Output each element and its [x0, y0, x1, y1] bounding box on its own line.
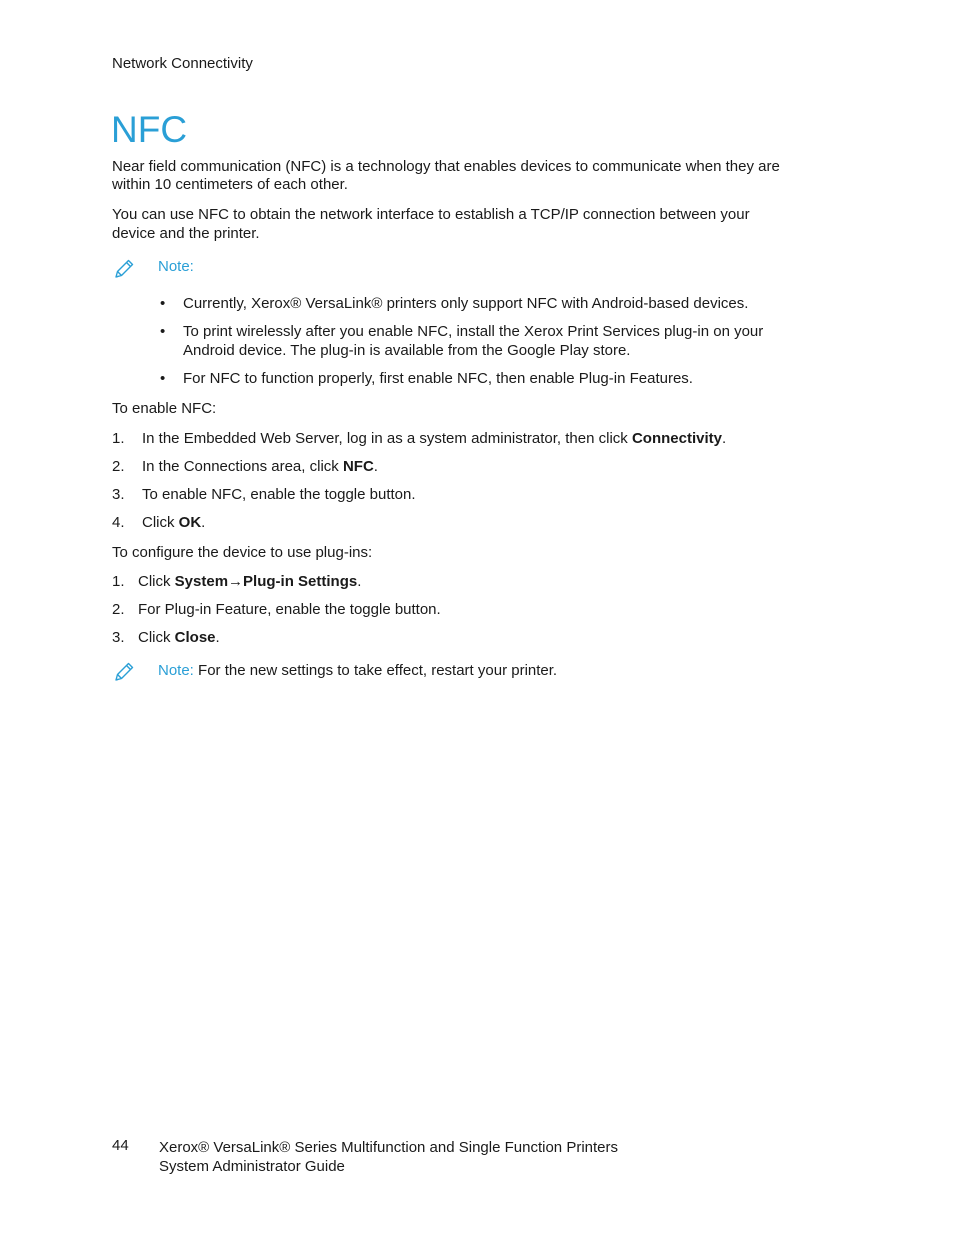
configure-plugins-intro: To configure the device to use plug-ins: [112, 544, 373, 561]
step-number: 3. [112, 486, 125, 503]
note-label: Note: [158, 662, 194, 679]
note-label: Note: [158, 258, 194, 275]
step-number: 1. [112, 430, 125, 447]
footer-product-line: Xerox® VersaLink® Series Multifunction and Single Function Printers [159, 1139, 618, 1156]
intro-paragraph-1-line-1: Near field communication (NFC) is a technology that enables devices to communicate when they are [112, 158, 780, 175]
intro-paragraph-1-line-2: within 10 centimeters of each other. [112, 176, 348, 193]
plugin-step-2: For Plug-in Feature, enable the toggle button. [138, 601, 441, 618]
pencil-icon [112, 257, 136, 281]
note-bullet-2-line-1: To print wirelessly after you enable NFC, install the Xerox Print Services plug-in on your [183, 323, 764, 340]
page-title: NFC [111, 109, 188, 150]
note-bullet-1: Currently, Xerox® VersaLink® printers only support NFC with Android-based devices. [183, 295, 749, 312]
pencil-icon [112, 660, 136, 684]
footer-guide-title: System Administrator Guide [159, 1158, 345, 1175]
page-number: 44 [112, 1137, 129, 1154]
note-bullet-2-line-2: Android device. The plug-in is available from the Google Play store. [183, 342, 631, 359]
running-header: Network Connectivity [112, 55, 253, 72]
enable-step-1: In the Embedded Web Server, log in as a system administrator, then click Connectivity. [142, 430, 727, 447]
step-number: 4. [112, 514, 125, 531]
final-note [158, 661, 557, 680]
enable-step-4: Click OK. [142, 514, 206, 531]
step-number: 3. [112, 629, 125, 646]
step-number: 2. [112, 458, 125, 475]
enable-nfc-intro: To enable NFC: [112, 400, 217, 417]
step-number: 1. [112, 573, 125, 590]
bullet-marker: • [160, 295, 166, 312]
step-number: 2. [112, 601, 125, 618]
plugin-step-3: Click Close. [138, 629, 220, 646]
note-text: For the new settings to take effect, restart your printer. [193, 662, 558, 679]
intro-paragraph-2-line-2: device and the printer. [112, 225, 260, 242]
bullet-marker: • [160, 370, 166, 387]
enable-step-3: To enable NFC, enable the toggle button. [142, 486, 416, 503]
note-bullet-3: For NFC to function properly, first enable NFC, then enable Plug-in Features. [183, 370, 693, 387]
intro-paragraph-2-line-1: You can use NFC to obtain the network interface to establish a TCP/IP connection between your [112, 206, 750, 223]
bullet-marker: • [160, 323, 166, 340]
enable-step-2: In the Connections area, click NFC. [142, 458, 378, 475]
plugin-step-1: Click System→Plug-in Settings. [138, 573, 362, 590]
